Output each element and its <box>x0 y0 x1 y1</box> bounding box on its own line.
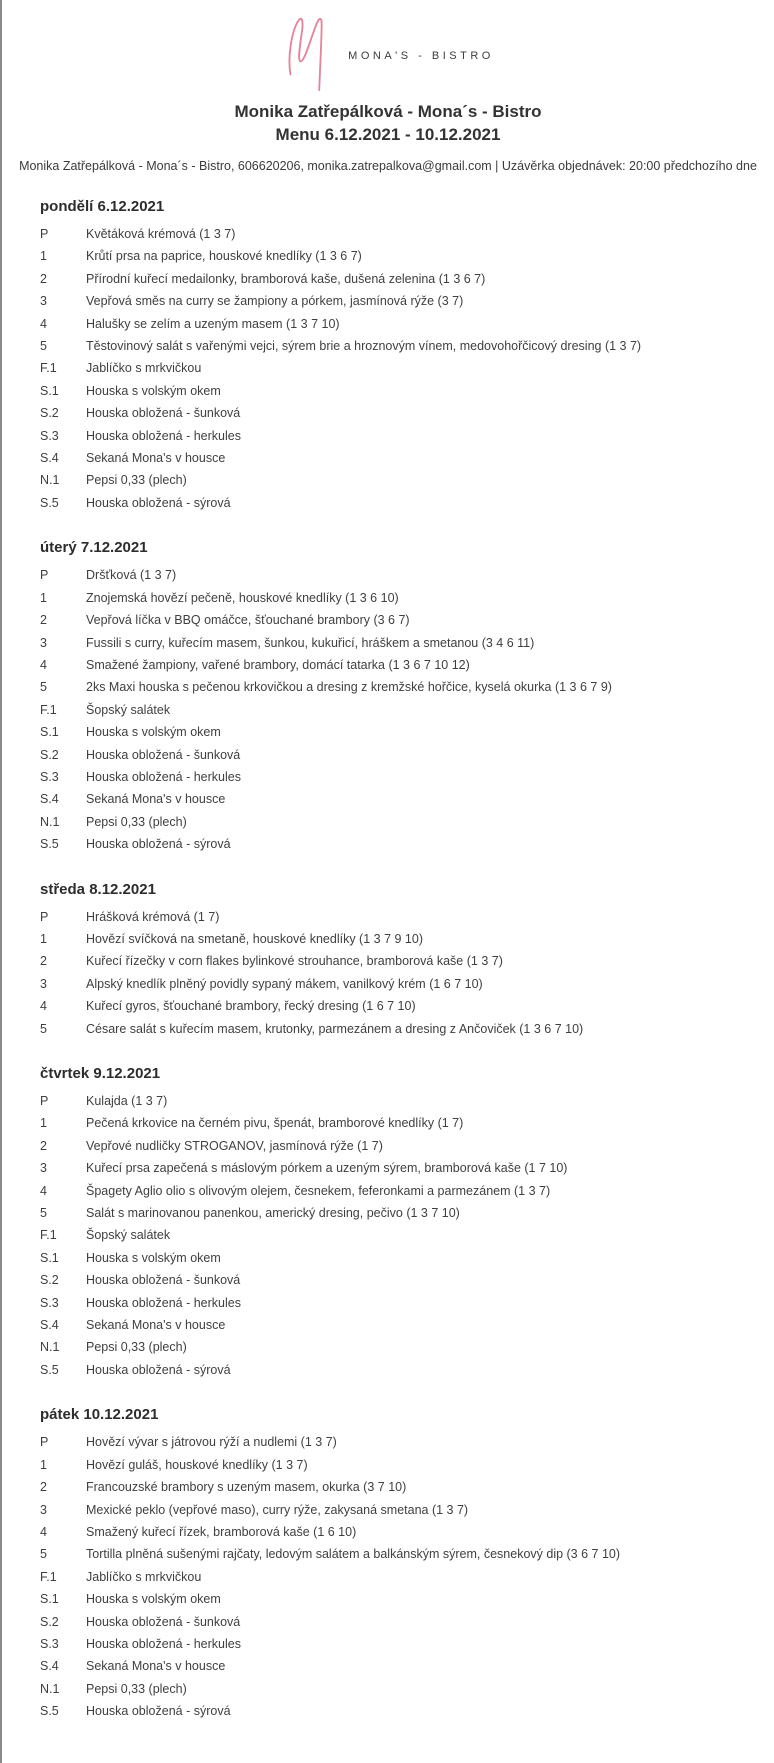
item-description: Mexické peklo (vepřové maso), curry rýže, zakysaná smetana (1 3 7) <box>86 1502 469 1517</box>
logo-monogram-icon <box>282 14 334 92</box>
item-description: Houska obložená - herkules <box>86 769 241 784</box>
item-description: Houska s volským okem <box>86 1592 221 1607</box>
item-description: Tortilla plněná sušenými rajčaty, ledovým salátem a balkánským sýrem, česnekový dip (3 6 7 10) <box>86 1547 621 1562</box>
title-menu-range: Menu 6.12.2021 - 10.12.2021 <box>275 125 501 144</box>
item-code: 1 <box>40 249 47 264</box>
menu-row <box>2 587 774 609</box>
item-code: 5 <box>40 1206 47 1221</box>
menu-row <box>2 1292 774 1314</box>
item-description: Houska obložená - herkules <box>86 428 241 443</box>
item-code: S.4 <box>40 1318 59 1333</box>
item-code: S.3 <box>40 428 59 443</box>
menu-row <box>2 268 774 290</box>
item-code: S.2 <box>40 1273 59 1288</box>
menu-row <box>2 676 774 698</box>
menu-row <box>2 380 774 402</box>
item-description: Přírodní kuřecí medailonky, bramborová kaše, dušená zelenina (1 3 6 7) <box>86 271 486 286</box>
item-code: 3 <box>40 294 47 309</box>
menu-row <box>2 223 774 245</box>
menu-row <box>2 335 774 357</box>
item-code: P <box>40 227 49 241</box>
item-code: 4 <box>40 999 47 1014</box>
item-description: Špagety Aglio olio s olivovým olejem, česnekem, feferonkami a parmezánem (1 3 7) <box>86 1183 551 1198</box>
item-description: Vepřové nudličky STROGANOV, jasmínová rýže (1 7) <box>86 1138 383 1153</box>
item-description: Těstovinový salát s vařenými vejci, sýrem brie a hroznovým vínem, medovohořčicový dresing (1 3 7) <box>86 339 642 354</box>
item-code: S.1 <box>40 1250 59 1265</box>
item-code: S.1 <box>40 1592 59 1607</box>
item-code: S.3 <box>40 1295 59 1310</box>
item-description: Houska s volským okem <box>86 725 221 740</box>
item-description: Kuřecí řízečky v corn flakes bylinkové strouhance, bramborová kaše (1 3 7) <box>86 954 503 969</box>
bistro-logo <box>2 14 774 92</box>
item-code: 4 <box>40 1183 47 1198</box>
item-code: 2 <box>40 954 47 969</box>
menu-row <box>2 1655 774 1677</box>
menu-row <box>2 1499 774 1521</box>
item-code: 5 <box>40 1547 47 1562</box>
item-code: S.1 <box>40 383 59 398</box>
day-section <box>2 197 774 514</box>
menu-row <box>2 1454 774 1476</box>
item-code: N.1 <box>40 814 60 829</box>
menu-row <box>2 1336 774 1358</box>
menu-row <box>2 1135 774 1157</box>
item-code: F.1 <box>40 1228 57 1243</box>
menu-row <box>2 973 774 995</box>
menu-row <box>2 402 774 424</box>
menu-row <box>2 654 774 676</box>
item-description: Houska obložená - šunková <box>86 747 241 762</box>
item-description: Kulajda (1 3 7) <box>86 1094 168 1108</box>
item-code: S.5 <box>40 1362 59 1377</box>
item-code: 2 <box>40 1138 47 1153</box>
item-description: Sekaná Mona's v housce <box>86 792 226 807</box>
day-section <box>2 1064 774 1381</box>
menu-row <box>2 1090 774 1112</box>
item-code: 2 <box>40 613 47 628</box>
item-description: Šopský salátek <box>86 702 171 717</box>
menu-row <box>2 721 774 743</box>
day-rows <box>2 906 774 1040</box>
item-code: 5 <box>40 339 47 354</box>
menu-row <box>2 1566 774 1588</box>
item-description: Jablíčko s mrkvičkou <box>86 361 202 376</box>
item-description: Halušky se zelím a uzeným masem (1 3 7 10) <box>86 316 340 331</box>
menu-row <box>2 1476 774 1498</box>
item-description: Houska obložená - sýrová <box>86 495 231 510</box>
item-code: P <box>40 1094 49 1108</box>
menu-row <box>2 1521 774 1543</box>
contact-line: Monika Zatřepálková - Mona´s - Bistro, 606620206, monika.zatrepalkova@gmail.com | Uzávěrka objednávek: 20:00 předchozího dne <box>19 159 757 173</box>
item-code: 4 <box>40 1524 47 1539</box>
menu-row <box>2 1611 774 1633</box>
menu-row <box>2 609 774 631</box>
item-code: S.4 <box>40 792 59 807</box>
item-description: Vepřová líčka v BBQ omáčce, šťouchané brambory (3 6 7) <box>86 613 410 628</box>
menu-row <box>2 1678 774 1700</box>
item-description: Kuřecí prsa zapečená s máslovým pórkem a uzeným sýrem, bramborová kaše (1 7 10) <box>86 1161 568 1176</box>
item-description: Fussili s curry, kuřecím masem, šunkou, kukuřicí, hráškem a smetanou (3 4 6 11) <box>86 635 535 650</box>
item-code: 1 <box>40 1116 47 1131</box>
menu-row <box>2 1700 774 1722</box>
menu-row <box>2 928 774 950</box>
menu-row <box>2 1247 774 1269</box>
menu-row <box>2 632 774 654</box>
item-description: Sekaná Mona's v housce <box>86 1318 226 1333</box>
menu-row <box>2 1202 774 1224</box>
menu-row <box>2 1633 774 1655</box>
menu-row <box>2 1431 774 1453</box>
item-description: Pepsi 0,33 (plech) <box>86 1681 187 1696</box>
item-description: Césare salát s kuřecím masem, krutonky, parmezánem a dresing z Ančoviček (1 3 6 7 10) <box>86 1021 584 1036</box>
item-code: F.1 <box>40 361 57 376</box>
menu-row <box>2 1314 774 1336</box>
item-code: S.4 <box>40 1659 59 1674</box>
menu-row <box>2 1359 774 1381</box>
menu-row <box>2 1269 774 1291</box>
menu-row <box>2 1588 774 1610</box>
menu-row <box>2 357 774 379</box>
day-rows <box>2 1431 774 1722</box>
menu-row <box>2 564 774 586</box>
day-header: středa 8.12.2021 <box>40 880 156 898</box>
item-description: Pepsi 0,33 (plech) <box>86 1340 187 1355</box>
menu-row <box>2 811 774 833</box>
item-code: S.1 <box>40 725 59 740</box>
item-code: F.1 <box>40 1569 57 1584</box>
item-code: 5 <box>40 680 47 695</box>
day-section <box>2 538 774 855</box>
item-description: Alpský knedlík plněný povidly sypaný mákem, vanilkový krém (1 6 7 10) <box>86 976 483 991</box>
item-description: Houska obložená - šunková <box>86 406 241 421</box>
item-description: 2ks Maxi houska s pečenou krkovičkou a dresing z kremžské hořčice, kyselá okurka (1 3 6 7 9) <box>86 680 612 695</box>
item-code: 4 <box>40 316 47 331</box>
item-code: S.3 <box>40 1636 59 1651</box>
menu-row <box>2 906 774 928</box>
item-description: Hovězí guláš, houskové knedlíky (1 3 7) <box>86 1457 308 1472</box>
item-description: Smažený kuřecí řízek, bramborová kaše (1 6 10) <box>86 1524 357 1539</box>
item-code: P <box>40 1435 49 1450</box>
item-description: Krůtí prsa na paprice, houskové knedlíky (1 3 6 7) <box>86 249 362 264</box>
day-section <box>2 1405 774 1722</box>
item-code: S.2 <box>40 747 59 762</box>
item-description: Květáková krémová (1 3 7) <box>86 227 236 241</box>
page-title <box>2 100 774 146</box>
logo-text: MONA'S - BISTRO <box>348 50 494 62</box>
item-code: 3 <box>40 1161 47 1176</box>
item-description: Houska obložená - šunková <box>86 1273 241 1288</box>
day-header: pondělí 6.12.2021 <box>40 198 165 215</box>
menu-row <box>2 1180 774 1202</box>
item-code: 1 <box>40 1457 47 1472</box>
item-description: Smažené žampiony, vařené brambory, domácí tatarka (1 3 6 7 10 12) <box>86 657 470 672</box>
item-code: N.1 <box>40 1340 60 1355</box>
item-description: Vepřová směs na curry se žampiony a pórkem, jasmínová rýže (3 7) <box>86 294 464 309</box>
menu-row <box>2 1018 774 1040</box>
menu-row <box>2 245 774 267</box>
menu-row <box>2 744 774 766</box>
item-description: Hovězí vývar s játrovou rýží a nudlemi (1 3 7) <box>86 1435 337 1450</box>
item-description: Sekaná Mona's v housce <box>86 451 226 466</box>
menu-row <box>2 290 774 312</box>
menu-row <box>2 766 774 788</box>
item-code: S.5 <box>40 495 59 510</box>
menu-row <box>2 469 774 491</box>
menu-row <box>2 492 774 514</box>
item-description: Pepsi 0,33 (plech) <box>86 473 187 488</box>
item-description: Houska s volským okem <box>86 383 221 398</box>
item-description: Houska obložená - herkules <box>86 1636 241 1651</box>
day-header: pátek 10.12.2021 <box>40 1406 159 1424</box>
menu-row <box>2 313 774 335</box>
item-code: F.1 <box>40 702 57 717</box>
item-description: Znojemská hovězí pečeně, houskové knedlíky (1 3 6 10) <box>86 590 399 605</box>
item-description: Šopský salátek <box>86 1228 171 1243</box>
menu-row <box>2 1157 774 1179</box>
menu-row <box>2 995 774 1017</box>
item-description: Houska obložená - sýrová <box>86 1362 231 1377</box>
day-header: čtvrtek 9.12.2021 <box>40 1065 161 1082</box>
item-code: S.5 <box>40 837 59 852</box>
item-description: Houska obložená - herkules <box>86 1295 241 1310</box>
item-description: Houska s volským okem <box>86 1250 221 1265</box>
item-code: N.1 <box>40 473 60 488</box>
menu-row <box>2 1112 774 1134</box>
item-code: S.5 <box>40 1704 59 1719</box>
title-company: Monika Zatřepálková - Mona´s - Bistro <box>234 102 542 121</box>
menu-row <box>2 699 774 721</box>
day-rows <box>2 223 774 514</box>
item-description: Dršťková (1 3 7) <box>86 568 177 583</box>
menu-row <box>2 950 774 972</box>
menu-days <box>2 197 774 1763</box>
item-code: 3 <box>40 635 47 650</box>
item-description: Salát s marinovanou panenkou, americký dresing, pečivo (1 3 7 10) <box>86 1206 460 1221</box>
item-code: 5 <box>40 1021 47 1036</box>
day-rows <box>2 1090 774 1381</box>
item-code: 3 <box>40 976 47 991</box>
item-code: S.2 <box>40 406 59 421</box>
menu-row <box>2 833 774 855</box>
item-code: 3 <box>40 1502 47 1517</box>
item-description: Pečená krkovice na černém pivu, špenát, bramborové knedlíky (1 7) <box>86 1116 464 1131</box>
item-code: P <box>40 568 49 583</box>
item-code: N.1 <box>40 1681 60 1696</box>
item-description: Kuřecí gyros, šťouchané brambory, řecký dresing (1 6 7 10) <box>86 999 416 1014</box>
item-code: 2 <box>40 271 47 286</box>
item-code: 2 <box>40 1480 47 1495</box>
item-code: S.4 <box>40 451 59 466</box>
day-header: úterý 7.12.2021 <box>40 539 148 557</box>
item-code: S.2 <box>40 1614 59 1629</box>
menu-row <box>2 1224 774 1246</box>
menu-row <box>2 447 774 469</box>
menu-row <box>2 788 774 810</box>
item-description: Hrášková krémová (1 7) <box>86 909 220 924</box>
day-rows <box>2 564 774 855</box>
item-description: Jablíčko s mrkvičkou <box>86 1569 202 1584</box>
item-code: S.3 <box>40 769 59 784</box>
day-section <box>2 880 774 1040</box>
item-description: Francouzské brambory s uzeným masem, okurka (3 7 10) <box>86 1480 407 1495</box>
item-code: 1 <box>40 931 47 946</box>
menu-row <box>2 1543 774 1565</box>
item-description: Pepsi 0,33 (plech) <box>86 814 187 829</box>
menu-row <box>2 425 774 447</box>
item-description: Sekaná Mona's v housce <box>86 1659 226 1674</box>
item-description: Houska obložená - sýrová <box>86 837 231 852</box>
item-code: 1 <box>40 590 47 605</box>
item-description: Houska obložená - sýrová <box>86 1704 231 1719</box>
item-code: 4 <box>40 657 47 672</box>
item-description: Houska obložená - šunková <box>86 1614 241 1629</box>
item-code: P <box>40 909 49 924</box>
item-description: Hovězí svíčková na smetaně, houskové knedlíky (1 3 7 9 10) <box>86 931 423 946</box>
